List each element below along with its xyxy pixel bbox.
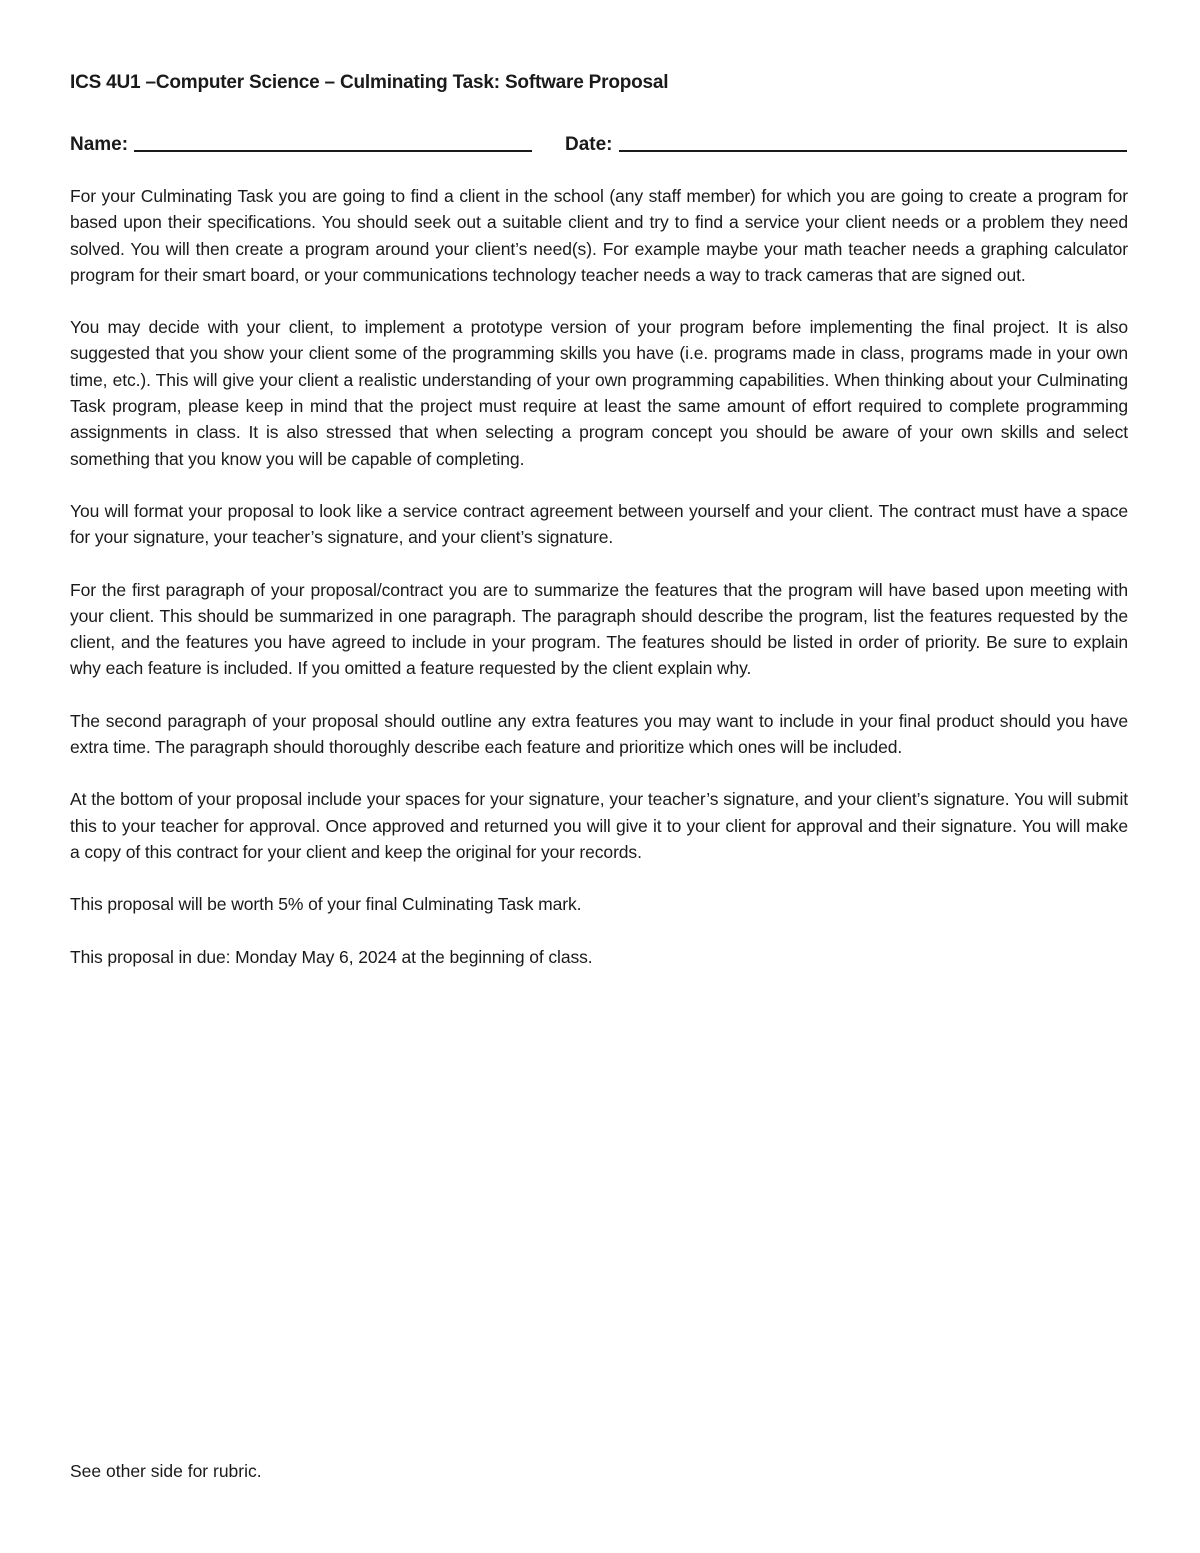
paragraph-first-paragraph-instructions: For the first paragraph of your proposal/contract you are to summarize the features that the program will have based upon meeting with your client. This should be summarized in one paragraph. The paragraph should describe the program, list the features requested by the client, and the features you have agreed to include in your program. The features should be listed in order of priority. Be sure to explain why each feature is included. If you omitted a feature requested by the client explain why. (70, 579, 1128, 679)
date-label: Date: (565, 134, 613, 155)
paragraph-prototype: You may decide with your client, to implement a prototype version of your program before implementing the final project. It is also suggested that you show your client some of the programming skills you have (i.e. programs made in class, programs made in your own time, etc.). This will give your client a realistic understanding of your own programming capabilities. When thinking about your Culminating Task program, please keep in mind that the project must require at least the same amount of effort required to complete programming assignments in class. It is also stressed that when selecting a program concept you should be aware of your own skills and select something that you know you will be capable of completing. (70, 317, 1128, 469)
date-blank-line (619, 130, 1127, 152)
paragraph-due-date: This proposal in due: Monday May 6, 2024 at the beginning of class. (70, 946, 593, 967)
paragraph-client-intro: For your Culminating Task you are going to find a client in the school (any staff member) for which you are going to create a program for based upon their specifications. You should seek out a suitable client and try to find a service your client needs or a problem they need solved. You will then create a program around your client’s need(s). For example maybe your math teacher needs a graphing calculator program for their smart board, or your communications technology teacher needs a way to track cameras that are signed out. (70, 186, 1128, 285)
name-field (70, 128, 532, 156)
paragraph-second-paragraph-instructions: The second paragraph of your proposal should outline any extra features you may want to include in your final product should you have extra time. The paragraph should thoroughly describe each feature and prioritize which ones will be included. (70, 710, 1128, 758)
name-blank-line (134, 130, 532, 152)
date-field (565, 128, 1127, 156)
footer-note: See other side for rubric. (70, 1461, 262, 1481)
document-title: ICS 4U1 –Computer Science – Culminating Task: Software Proposal (70, 72, 669, 93)
paragraph-contract-format: You will format your proposal to look like a service contract agreement between yourself and your client. The contract must have a space for your signature, your teacher’s signature, and your client’s signature. (70, 500, 1128, 548)
paragraph-signatures: At the bottom of your proposal include your spaces for your signature, your teacher’s signature, and your client’s signature. You will submit this to your teacher for approval. Once approved and returned you will give it to your client for approval and their signature. You will make a copy of this contract for your client and keep the original for your records. (70, 789, 1128, 862)
document-body (70, 183, 1128, 996)
paragraph-worth: This proposal will be worth 5% of your final Culminating Task mark. (70, 894, 582, 915)
name-date-row (70, 128, 1130, 156)
name-label: Name: (70, 134, 129, 155)
